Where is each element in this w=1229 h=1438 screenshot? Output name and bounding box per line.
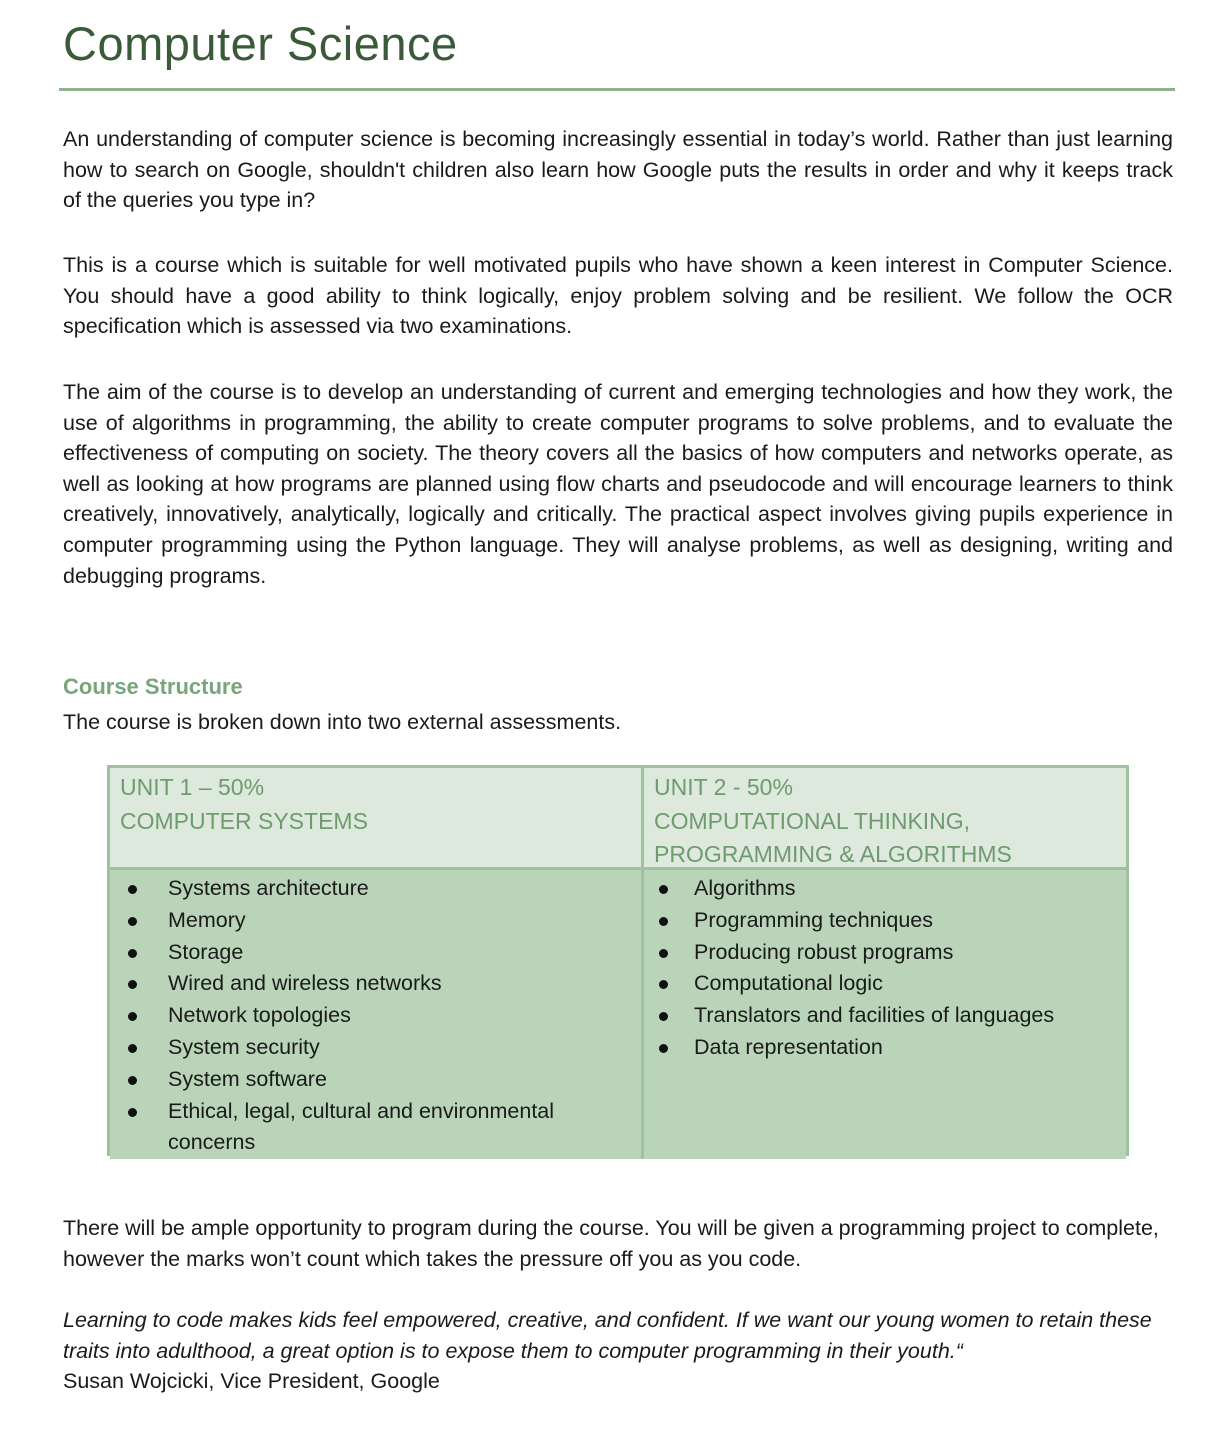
bullet-icon (128, 1044, 137, 1053)
unit2-header (644, 768, 1126, 867)
list-item: Systems architecture (110, 873, 641, 905)
unit1-topics (110, 870, 641, 1159)
unit2-header-name-line1: COMPUTATIONAL THINKING, (654, 807, 971, 834)
page-title: Computer Science (63, 17, 458, 70)
unit1-header-title: UNIT 1 – 50% (120, 774, 265, 800)
bullet-icon (128, 1076, 137, 1085)
course-structure-heading: Course Structure (63, 674, 243, 699)
list-item: Data representation (644, 1032, 1126, 1064)
list-item: Algorithms (644, 873, 1126, 905)
list-item: Computational logic (644, 968, 1126, 1000)
bullet-icon (128, 949, 137, 958)
course-aim-paragraph: The aim of the course is to develop an understanding of current and emerging technologies and how they work, the use of algorithms in programming, the ability to create computer programs to solve problems, and to evaluate the effectiveness of computing on society. The theory covers all the basics of how computers and networks operate, as well as looking at how programs are planned using flow charts and pseudocode and will encourage learners to think creatively, innovatively, analytically, logically and critically. The practical aspect involves giving pupils experience in computer programming using the Python language. They will analyse problems, as well as designing, writing and debugging programs. (63, 380, 1173, 588)
list-item: Wired and wireless networks (110, 968, 641, 1000)
bullet-icon (128, 917, 137, 926)
title-divider (59, 88, 1175, 91)
list-item: Network topologies (110, 1000, 641, 1032)
suitability-paragraph: This is a course which is suitable for well motivated pupils who have shown a keen interest in Computer Science. You should have a good ability to think logically, enjoy problem solving and be resilient. We follow the OCR specification which is assessed via two examinations. (63, 253, 1173, 339)
bullet-icon (659, 1044, 668, 1053)
unit2-topics (644, 870, 1126, 1159)
quote-text: Learning to code makes kids feel empowered, creative, and confident. If we want our young women to retain these traits into adulthood, a great option is to expose them to computer programming in their youth.“ (63, 1308, 1152, 1363)
list-item: System security (110, 1032, 641, 1064)
quote-attribution: Susan Wojcicki, Vice President, Google (63, 1369, 440, 1393)
bullet-icon (128, 1012, 137, 1021)
bullet-icon (659, 885, 668, 894)
list-item: Ethical, legal, cultural and environmental concerns (110, 1096, 641, 1160)
bullet-icon (659, 917, 668, 926)
bullet-icon (659, 949, 668, 958)
list-item: Translators and facilities of languages (644, 1000, 1126, 1032)
unit1-header-name: COMPUTER SYSTEMS (120, 807, 368, 834)
list-item: System software (110, 1064, 641, 1096)
list-item: Programming techniques (644, 905, 1126, 937)
list-item: Memory (110, 905, 641, 937)
programming-project-paragraph: There will be ample opportunity to program during the course. You will be given a programming project to complete, however the marks won’t count which takes the pressure off you as you code. (63, 1216, 1159, 1271)
unit1-header (110, 768, 641, 867)
bullet-icon (128, 1108, 137, 1117)
course-structure-intro: The course is broken down into two external assessments. (63, 710, 622, 734)
bullet-icon (128, 980, 137, 989)
unit2-header-name-line2: PROGRAMMING & ALGORITHMS (654, 841, 1012, 867)
list-item: Storage (110, 937, 641, 969)
units-table (107, 765, 1129, 1156)
list-item: Producing robust programs (644, 937, 1126, 969)
bullet-icon (128, 885, 137, 894)
unit2-topic-list (644, 873, 1126, 1064)
unit1-topic-list (110, 873, 641, 1159)
intro-paragraph: An understanding of computer science is becoming increasingly essential in today’s world. Rather than just learning how to search on Google, shouldn't children also learn how Google puts the results in order and why it keeps track of the queries you type in? (63, 127, 1173, 213)
bullet-icon (659, 1012, 668, 1021)
bullet-icon (659, 980, 668, 989)
unit2-header-title: UNIT 2 - 50% (654, 774, 793, 800)
